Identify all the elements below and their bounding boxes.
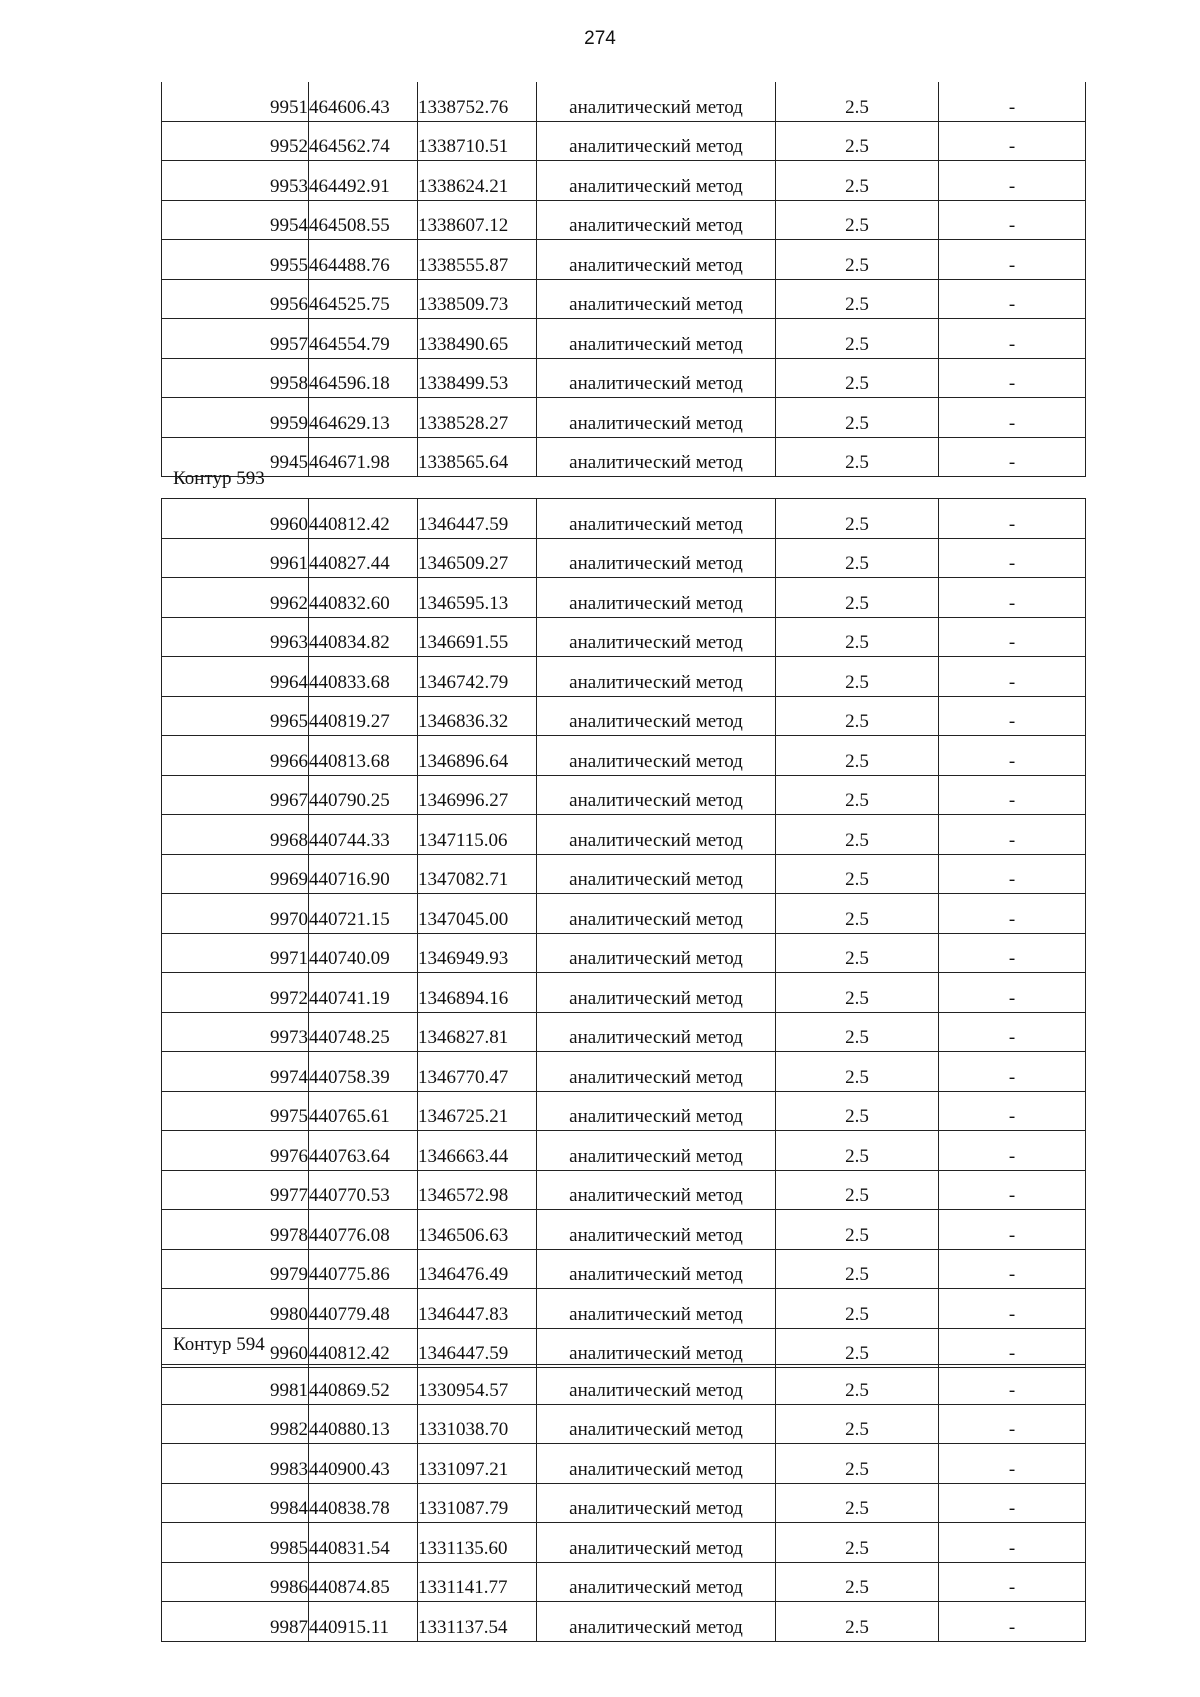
table-row [162,1523,1086,1563]
point-number-cell: 9984 [162,1483,309,1523]
accuracy-cell: 2.5 [776,499,939,539]
point-number-cell: 9963 [162,617,309,657]
y-coordinate-cell: 1346572.98 [418,1170,537,1210]
method-cell: аналитический метод [537,1328,776,1368]
y-coordinate-cell: 1346691.55 [418,617,537,657]
method-cell: аналитический метод [537,538,776,578]
point-number-cell: 9955 [162,240,309,280]
method-cell: аналитический метод [537,1562,776,1602]
note-cell: - [939,398,1086,438]
method-cell: аналитический метод [537,499,776,539]
y-coordinate-cell: 1347115.06 [418,815,537,855]
y-coordinate-cell: 1346447.83 [418,1289,537,1329]
accuracy-cell: 2.5 [776,617,939,657]
point-number-cell: 9953 [162,161,309,201]
y-coordinate-cell: 1346896.64 [418,736,537,776]
table-row [162,1444,1086,1484]
table-row [162,1289,1086,1329]
accuracy-cell: 2.5 [776,657,939,697]
note-cell: - [939,815,1086,855]
table-row [162,1091,1086,1131]
point-number-cell: 9974 [162,1052,309,1092]
accuracy-cell: 2.5 [776,1131,939,1171]
x-coordinate-cell: 464671.98 [309,437,418,477]
note-cell: - [939,578,1086,618]
y-coordinate-cell: 1346509.27 [418,538,537,578]
coordinates-table [161,498,1086,1368]
accuracy-cell: 2.5 [776,1523,939,1563]
y-coordinate-cell: 1338490.65 [418,319,537,359]
note-cell: - [939,1602,1086,1642]
point-number-cell: 9954 [162,200,309,240]
method-cell: аналитический метод [537,1249,776,1289]
point-number-cell: 9957 [162,319,309,359]
note-cell: - [939,1249,1086,1289]
accuracy-cell: 2.5 [776,1170,939,1210]
table-row [162,398,1086,438]
point-number-cell: 9976 [162,1131,309,1171]
note-cell: - [939,538,1086,578]
page-number: 274 [584,28,616,49]
y-coordinate-cell: 1347082.71 [418,854,537,894]
accuracy-cell: 2.5 [776,1289,939,1329]
point-number-cell: 9958 [162,358,309,398]
method-cell: аналитический метод [537,1444,776,1484]
method-cell: аналитический метод [537,736,776,776]
method-cell: аналитический метод [537,894,776,934]
note-cell: - [939,1328,1086,1368]
y-coordinate-cell: 1346725.21 [418,1091,537,1131]
method-cell: аналитический метод [537,161,776,201]
table-row [162,1012,1086,1052]
note-cell: - [939,200,1086,240]
accuracy-cell: 2.5 [776,358,939,398]
y-coordinate-cell: 1346447.59 [418,499,537,539]
y-coordinate-cell: 1346770.47 [418,1052,537,1092]
method-cell: аналитический метод [537,398,776,438]
note-cell: - [939,1404,1086,1444]
note-cell: - [939,82,1086,121]
point-number-cell: 9987 [162,1602,309,1642]
point-number-cell: 9960 [162,499,309,539]
accuracy-cell: 2.5 [776,240,939,280]
point-number-cell: 9959 [162,398,309,438]
y-coordinate-cell: 1330954.57 [418,1365,537,1405]
method-cell: аналитический метод [537,973,776,1013]
y-coordinate-cell: 1338499.53 [418,358,537,398]
point-number-cell: 9967 [162,775,309,815]
accuracy-cell: 2.5 [776,1091,939,1131]
table-row [162,617,1086,657]
table-row [162,499,1086,539]
x-coordinate-cell: 440831.54 [309,1523,418,1563]
note-cell: - [939,617,1086,657]
accuracy-cell: 2.5 [776,319,939,359]
accuracy-cell: 2.5 [776,200,939,240]
x-coordinate-cell: 440740.09 [309,933,418,973]
table-row [162,578,1086,618]
x-coordinate-cell: 440812.42 [309,1328,418,1368]
accuracy-cell: 2.5 [776,854,939,894]
point-number-cell: 9970 [162,894,309,934]
note-cell: - [939,319,1086,359]
accuracy-cell: 2.5 [776,1210,939,1250]
table-row [162,894,1086,934]
y-coordinate-cell: 1338528.27 [418,398,537,438]
point-number-cell: 9961 [162,538,309,578]
x-coordinate-cell: 440869.52 [309,1365,418,1405]
method-cell: аналитический метод [537,319,776,359]
accuracy-cell: 2.5 [776,815,939,855]
x-coordinate-cell: 440748.25 [309,1012,418,1052]
x-coordinate-cell: 464508.55 [309,200,418,240]
method-cell: аналитический метод [537,1602,776,1642]
accuracy-cell: 2.5 [776,1444,939,1484]
table-row [162,736,1086,776]
table-body [162,1365,1086,1642]
note-cell: - [939,973,1086,1013]
x-coordinate-cell: 440819.27 [309,696,418,736]
table-row [162,1210,1086,1250]
accuracy-cell: 2.5 [776,1012,939,1052]
x-coordinate-cell: 440874.85 [309,1562,418,1602]
x-coordinate-cell: 440900.43 [309,1444,418,1484]
accuracy-cell: 2.5 [776,578,939,618]
method-cell: аналитический метод [537,1523,776,1563]
method-cell: аналитический метод [537,437,776,477]
y-coordinate-cell: 1338607.12 [418,200,537,240]
note-cell: - [939,1052,1086,1092]
point-number-cell: 9981 [162,1365,309,1405]
point-number-cell: 9956 [162,279,309,319]
x-coordinate-cell: 440721.15 [309,894,418,934]
y-coordinate-cell: 1338624.21 [418,161,537,201]
x-coordinate-cell: 440880.13 [309,1404,418,1444]
contour-section-593 [161,460,1079,1368]
accuracy-cell: 2.5 [776,973,939,1013]
y-coordinate-cell: 1346894.16 [418,973,537,1013]
table-row [162,82,1086,121]
point-number-cell: 9982 [162,1404,309,1444]
table-row [162,696,1086,736]
accuracy-cell: 2.5 [776,1052,939,1092]
x-coordinate-cell: 440716.90 [309,854,418,894]
note-cell: - [939,1523,1086,1563]
x-coordinate-cell: 440838.78 [309,1483,418,1523]
point-number-cell: 9952 [162,121,309,161]
method-cell: аналитический метод [537,1012,776,1052]
coordinates-table [161,82,1086,477]
y-coordinate-cell: 1347045.00 [418,894,537,934]
note-cell: - [939,854,1086,894]
accuracy-cell: 2.5 [776,1562,939,1602]
table-row [162,200,1086,240]
x-coordinate-cell: 440775.86 [309,1249,418,1289]
point-number-cell: 9965 [162,696,309,736]
note-cell: - [939,1012,1086,1052]
accuracy-cell: 2.5 [776,161,939,201]
x-coordinate-cell: 464525.75 [309,279,418,319]
x-coordinate-cell: 464606.43 [309,82,418,121]
method-cell: аналитический метод [537,578,776,618]
method-cell: аналитический метод [537,1091,776,1131]
coordinates-table [161,1364,1086,1642]
point-number-cell: 9966 [162,736,309,776]
table-row [162,1131,1086,1171]
table-row [162,775,1086,815]
method-cell: аналитический метод [537,358,776,398]
y-coordinate-cell: 1346447.59 [418,1328,537,1368]
note-cell: - [939,1289,1086,1329]
x-coordinate-cell: 464492.91 [309,161,418,201]
x-coordinate-cell: 440744.33 [309,815,418,855]
note-cell: - [939,1170,1086,1210]
x-coordinate-cell: 440790.25 [309,775,418,815]
x-coordinate-cell: 440765.61 [309,1091,418,1131]
table-row [162,973,1086,1013]
x-coordinate-cell: 440741.19 [309,973,418,1013]
x-coordinate-cell: 464596.18 [309,358,418,398]
accuracy-cell: 2.5 [776,279,939,319]
point-number-cell: 9972 [162,973,309,1013]
note-cell: - [939,499,1086,539]
method-cell: аналитический метод [537,240,776,280]
table-row [162,161,1086,201]
y-coordinate-cell: 1331137.54 [418,1602,537,1642]
note-cell: - [939,240,1086,280]
point-number-cell: 9973 [162,1012,309,1052]
method-cell: аналитический метод [537,121,776,161]
method-cell: аналитический метод [537,696,776,736]
accuracy-cell: 2.5 [776,437,939,477]
point-number-cell: 9962 [162,578,309,618]
point-number-cell: 9969 [162,854,309,894]
table-row [162,1170,1086,1210]
y-coordinate-cell: 1346663.44 [418,1131,537,1171]
y-coordinate-cell: 1331038.70 [418,1404,537,1444]
table-row [162,1602,1086,1642]
contour-section-594 [161,1326,1079,1642]
y-coordinate-cell: 1331087.79 [418,1483,537,1523]
note-cell: - [939,736,1086,776]
y-coordinate-cell: 1338565.64 [418,437,537,477]
accuracy-cell: 2.5 [776,121,939,161]
x-coordinate-cell: 440770.53 [309,1170,418,1210]
table-row [162,279,1086,319]
table-row [162,933,1086,973]
accuracy-cell: 2.5 [776,775,939,815]
accuracy-cell: 2.5 [776,82,939,121]
note-cell: - [939,1131,1086,1171]
point-number-cell: 9986 [162,1562,309,1602]
table-row [162,1249,1086,1289]
point-number-cell: 9951 [162,82,309,121]
table-row [162,240,1086,280]
note-cell: - [939,775,1086,815]
y-coordinate-cell: 1331141.77 [418,1562,537,1602]
note-cell: - [939,437,1086,477]
x-coordinate-cell: 440832.60 [309,578,418,618]
method-cell: аналитический метод [537,617,776,657]
note-cell: - [939,933,1086,973]
method-cell: аналитический метод [537,775,776,815]
point-number-cell: 9985 [162,1523,309,1563]
table-row [162,1365,1086,1405]
note-cell: - [939,161,1086,201]
point-number-cell: 9945 [162,437,309,477]
x-coordinate-cell: 464488.76 [309,240,418,280]
method-cell: аналитический метод [537,279,776,319]
note-cell: - [939,1365,1086,1405]
method-cell: аналитический метод [537,1365,776,1405]
x-coordinate-cell: 464554.79 [309,319,418,359]
note-cell: - [939,657,1086,697]
accuracy-cell: 2.5 [776,933,939,973]
x-coordinate-cell: 440812.42 [309,499,418,539]
point-number-cell: 9980 [162,1289,309,1329]
method-cell: аналитический метод [537,1210,776,1250]
point-number-cell: 9979 [162,1249,309,1289]
table-row [162,1052,1086,1092]
method-cell: аналитический метод [537,1289,776,1329]
method-cell: аналитический метод [537,1483,776,1523]
accuracy-cell: 2.5 [776,1404,939,1444]
y-coordinate-cell: 1338555.87 [418,240,537,280]
table-row [162,815,1086,855]
point-number-cell: 9968 [162,815,309,855]
accuracy-cell: 2.5 [776,736,939,776]
table-row [162,1404,1086,1444]
x-coordinate-cell: 440758.39 [309,1052,418,1092]
method-cell: аналитический метод [537,1404,776,1444]
x-coordinate-cell: 464629.13 [309,398,418,438]
x-coordinate-cell: 440827.44 [309,538,418,578]
note-cell: - [939,1562,1086,1602]
y-coordinate-cell: 1346836.32 [418,696,537,736]
point-number-cell: 9960 [162,1328,309,1368]
point-number-cell: 9964 [162,657,309,697]
table-row [162,657,1086,697]
y-coordinate-cell: 1346742.79 [418,657,537,697]
table-body [162,499,1086,1368]
method-cell: аналитический метод [537,854,776,894]
x-coordinate-cell: 464562.74 [309,121,418,161]
contour-label: Контур 593 [173,468,265,489]
method-cell: аналитический метод [537,200,776,240]
table-row [162,1562,1086,1602]
y-coordinate-cell: 1338509.73 [418,279,537,319]
y-coordinate-cell: 1338710.51 [418,121,537,161]
note-cell: - [939,1444,1086,1484]
y-coordinate-cell: 1346506.63 [418,1210,537,1250]
point-number-cell: 9971 [162,933,309,973]
note-cell: - [939,1091,1086,1131]
x-coordinate-cell: 440834.82 [309,617,418,657]
note-cell: - [939,894,1086,934]
accuracy-cell: 2.5 [776,894,939,934]
note-cell: - [939,696,1086,736]
method-cell: аналитический метод [537,933,776,973]
point-number-cell: 9983 [162,1444,309,1484]
table-row [162,319,1086,359]
table-body [162,82,1086,477]
table-row [162,358,1086,398]
x-coordinate-cell: 440763.64 [309,1131,418,1171]
x-coordinate-cell: 440813.68 [309,736,418,776]
table-row [162,121,1086,161]
note-cell: - [939,358,1086,398]
note-cell: - [939,279,1086,319]
x-coordinate-cell: 440833.68 [309,657,418,697]
accuracy-cell: 2.5 [776,398,939,438]
accuracy-cell: 2.5 [776,1249,939,1289]
note-cell: - [939,121,1086,161]
x-coordinate-cell: 440779.48 [309,1289,418,1329]
contour-label: Контур 594 [173,1334,265,1355]
y-coordinate-cell: 1346827.81 [418,1012,537,1052]
accuracy-cell: 2.5 [776,538,939,578]
accuracy-cell: 2.5 [776,696,939,736]
y-coordinate-cell: 1331097.21 [418,1444,537,1484]
accuracy-cell: 2.5 [776,1328,939,1368]
y-coordinate-cell: 1338752.76 [418,82,537,121]
note-cell: - [939,1483,1086,1523]
method-cell: аналитический метод [537,657,776,697]
contour-section-continued [161,82,1079,477]
method-cell: аналитический метод [537,815,776,855]
y-coordinate-cell: 1346476.49 [418,1249,537,1289]
x-coordinate-cell: 440915.11 [309,1602,418,1642]
y-coordinate-cell: 1346595.13 [418,578,537,618]
x-coordinate-cell: 440776.08 [309,1210,418,1250]
accuracy-cell: 2.5 [776,1483,939,1523]
method-cell: аналитический метод [537,1170,776,1210]
table-row [162,854,1086,894]
accuracy-cell: 2.5 [776,1365,939,1405]
table-row [162,1483,1086,1523]
y-coordinate-cell: 1346949.93 [418,933,537,973]
accuracy-cell: 2.5 [776,1602,939,1642]
method-cell: аналитический метод [537,82,776,121]
note-cell: - [939,1210,1086,1250]
point-number-cell: 9978 [162,1210,309,1250]
method-cell: аналитический метод [537,1052,776,1092]
y-coordinate-cell: 1346996.27 [418,775,537,815]
point-number-cell: 9977 [162,1170,309,1210]
y-coordinate-cell: 1331135.60 [418,1523,537,1563]
method-cell: аналитический метод [537,1131,776,1171]
point-number-cell: 9975 [162,1091,309,1131]
table-row [162,538,1086,578]
